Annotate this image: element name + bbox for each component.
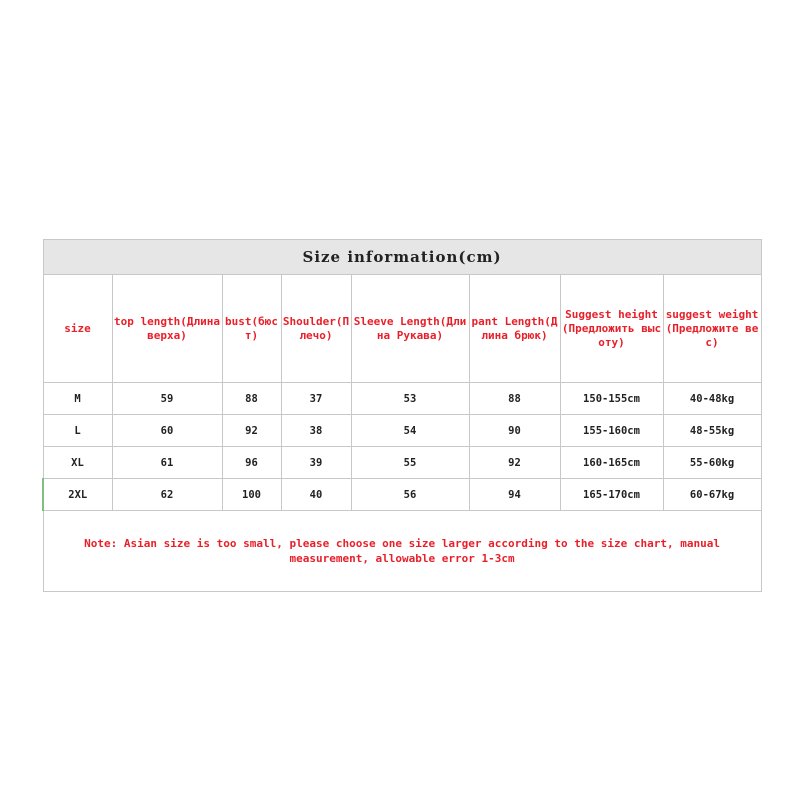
header-bust: bust(бюст) bbox=[222, 275, 281, 383]
header-pant-length: pant Length(Длина брюк) bbox=[469, 275, 560, 383]
cell-size: XL bbox=[43, 447, 112, 479]
cell-size: L bbox=[43, 415, 112, 447]
cell-size: M bbox=[43, 383, 112, 415]
header-shoulder: Shoulder(Плечо) bbox=[281, 275, 351, 383]
cell-sleeve-length: 55 bbox=[351, 447, 469, 479]
cell-top-length: 61 bbox=[112, 447, 222, 479]
cell-shoulder: 37 bbox=[281, 383, 351, 415]
cell-pant-length: 94 bbox=[469, 479, 560, 511]
cell-height: 165-170cm bbox=[560, 479, 663, 511]
table-row bbox=[43, 383, 761, 415]
cell-shoulder: 38 bbox=[281, 415, 351, 447]
title-row bbox=[43, 240, 761, 275]
cell-pant-length: 90 bbox=[469, 415, 560, 447]
cell-top-length: 60 bbox=[112, 415, 222, 447]
cell-weight: 55-60kg bbox=[663, 447, 761, 479]
table-row bbox=[43, 447, 761, 479]
cell-height: 155-160cm bbox=[560, 415, 663, 447]
table-row bbox=[43, 415, 761, 447]
header-suggest-weight: suggest weight(Предложите вес) bbox=[663, 275, 761, 383]
size-note: Note: Asian size is too small, please choose one size larger according to the size chart, manual measurement, allowable error 1-3cm bbox=[43, 511, 761, 592]
cell-bust: 96 bbox=[222, 447, 281, 479]
cell-bust: 88 bbox=[222, 383, 281, 415]
cell-size: 2XL bbox=[43, 479, 112, 511]
header-sleeve-length: Sleeve Length(Длина Рукава) bbox=[351, 275, 469, 383]
cell-height: 160-165cm bbox=[560, 447, 663, 479]
cell-top-length: 62 bbox=[112, 479, 222, 511]
cell-sleeve-length: 56 bbox=[351, 479, 469, 511]
size-chart-table bbox=[42, 239, 762, 592]
header-top-length: top length(Длина верха) bbox=[112, 275, 222, 383]
cell-shoulder: 39 bbox=[281, 447, 351, 479]
cell-bust: 100 bbox=[222, 479, 281, 511]
cell-shoulder: 40 bbox=[281, 479, 351, 511]
cell-top-length: 59 bbox=[112, 383, 222, 415]
cell-pant-length: 92 bbox=[469, 447, 560, 479]
note-row bbox=[43, 511, 761, 592]
header-row bbox=[43, 275, 761, 383]
cell-weight: 40-48kg bbox=[663, 383, 761, 415]
header-suggest-height: Suggest height(Предложить высоту) bbox=[560, 275, 663, 383]
cell-height: 150-155cm bbox=[560, 383, 663, 415]
cell-weight: 60-67kg bbox=[663, 479, 761, 511]
cell-pant-length: 88 bbox=[469, 383, 560, 415]
cell-weight: 48-55kg bbox=[663, 415, 761, 447]
cell-sleeve-length: 54 bbox=[351, 415, 469, 447]
header-size: size bbox=[43, 275, 112, 383]
table-title: Size information(cm) bbox=[43, 240, 761, 275]
table-row bbox=[43, 479, 761, 511]
cell-sleeve-length: 53 bbox=[351, 383, 469, 415]
cell-bust: 92 bbox=[222, 415, 281, 447]
